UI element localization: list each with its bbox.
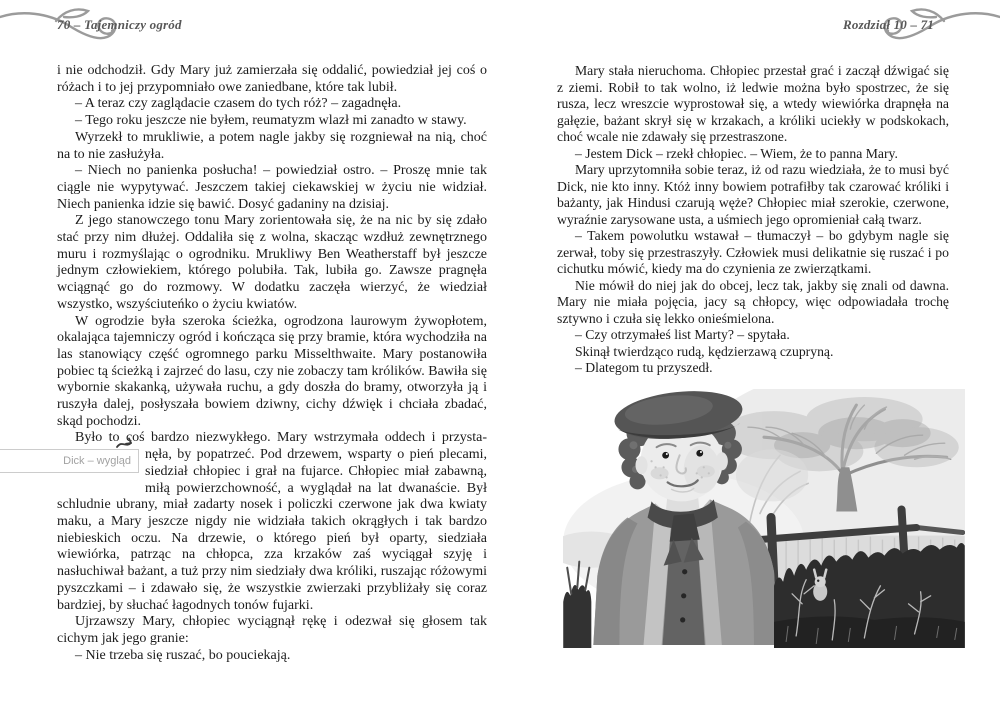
- paragraph: Skinął twierdząco rudą, kędzierzawą czupryną.: [575, 343, 834, 359]
- margin-note-arrow-icon: [116, 437, 138, 451]
- paragraph: Było to coś bardzo niezwykłego. Mary wstrzymała oddech i przysta-: [75, 430, 487, 446]
- left-page-paragraphs-bottom: [57, 614, 487, 664]
- right-page-column: [557, 63, 949, 377]
- paragraph: – Niech no panienka posłucha! – powiedział ostro. – Proszę mnie tak ciągle nie wypytywać. Jeszczem takiej ciekawskiej w życiu nie widział. Niech panienka idzie się bawić. Dosyć gadaniny na dzisiaj.: [57, 163, 487, 212]
- paragraph: Wyrzekł to mrukliwie, a potem nagle jakby się rozgniewał na nią, choć na to nie zasłużyła.: [57, 129, 487, 162]
- margin-note-anchor: [57, 447, 145, 497]
- paragraph: Mary stała nieruchoma. Chłopiec przestał grać i zaczął dźwigać się z ziemi. Robił to tak wolno, iż ledwie można było spostrzec, że się rusza, lecz wreszcie wyprostował się, a wtedy wiewiórka drapnęła na gałęzie, bażant skrył się w krzakach, a króliki uciekły w podskokach, choć wcale nie zdawały się przestraszone.: [557, 63, 949, 144]
- right-page-paragraphs: [557, 63, 949, 377]
- paragraph: Z jego stanowczego tonu Mary zorientowała się, że na nic by się zdało stać przy nim dłużej. Oddaliła się z wolna, skacząc wzdłuż zewnętrznego muru i rozmyślając o ogrodniku. Mrukliwy Ben Weatherstaff był jeszcze jednym człowiekiem, którego polubiła. Tak, lubiła go. Zawsze pragnęła wciągnąć go do rozmowy. W dodatku zaczęła wierzyć, że wiedział wszystko, wszyściuteńko o życiu kwiatów.: [57, 213, 487, 312]
- paragraph: – Jestem Dick – rzekł chłopiec. – Wiem, że to panna Mary.: [575, 145, 898, 161]
- paragraph-with-margin-note: [57, 447, 487, 614]
- paragraph: – Tego roku jeszcze nie byłem, reumatyzm wlazł mi zanadto w stawy.: [75, 113, 467, 129]
- paragraph: – Takem powolutku wstawał – tłumaczył – bo gdybym nagle się zerwał, toby się przestraszyły. Człowiek musi delikatnie się ruszać i po cichutku mówić, kiedy ma do czynienia ze zwierzątkami.: [557, 228, 949, 276]
- margin-note: [0, 449, 139, 473]
- left-page-paragraphs-top: [57, 63, 487, 447]
- paragraph: Nie mówił do niej jak do obcej, lecz tak, jakby się znali od dawna. Mary nie miała pojęcia, jacy są chłopcy, więc odpowiadała trochę sztywno i czuła się lekko onieśmielona.: [557, 277, 949, 326]
- paragraph: – Dlategom tu przyszedł.: [575, 360, 713, 375]
- margin-note-label: Dick – wygląd: [63, 455, 131, 468]
- dick-illustration: [563, 389, 965, 648]
- paragraph: Mary uprzytomniła sobie teraz, iż od razu wiedziała, że to musi być Dick, nie kto inny. Któż inny bowiem potrafiłby tak czarować króliki i bażanty, jak Hindusi czarują węże? Chłopiec miał szerokie, czerwone, wyraźnie zarysowane usta, a uśmiech jego opromieniał całą twarz.: [557, 162, 949, 227]
- paragraph: W ogrodzie była szeroka ścieżka, ogrodzona laurowym żywopłotem, okalająca tajemniczy ogród i kończąca się przy bramie, która wychodziła na las stanowiący część ogromnego parku Misselthwaite. Mary postanowiła pobiec tą ścieżką i zajrzeć do lasu, czy nie zobaczy tam królików. Bawiła się wybornie skakanką, używała ruchu, a gdy doszła do bramy, otworzyła ją i ruszyła dalej, posłyszała bowiem dziwny, cichy dźwięk i chciała zbadać, skąd pochodzi.: [57, 313, 487, 429]
- left-page-column: [57, 63, 487, 664]
- paragraph: Ujrzawszy Mary, chłopiec wyciągnął rękę i odezwał się głosem tak cichym jak jego granie:: [57, 614, 487, 646]
- paragraph: – Czy otrzymałeś list Marty? – spytała.: [575, 327, 790, 342]
- paragraph: – A teraz czy zaglądacie czasem do tych róż? – zagadnęła.: [75, 96, 402, 112]
- page-header-left: 70 – Tajemniczy ogród: [57, 17, 182, 32]
- paragraph-text: nęła, by popatrzeć. Pod drzewem, wsparty o pień plecami, siedział chłopiec i grał na fujarce. Chłopiec miał zabawną, miłą powierzchowność, a wyglądał na lat dwanaście. Był schludnie ubrany, miał zadarty nosek i policzki czerwone jak dwa kwiaty maku, a Mary jeszcze nigdy nie widziała takich okrągłych i tak bardzo niebieskich oczu. Na drzewie, o którego pień był oparty, siedziała wiewiórka, patrząc na chłopca, zza krzaków zaś wyciągał szyję i nasłuchiwał bażant, a tuż przy nim siedziały dwa króliki, ruszając różowymi pyszczkami – i zdawało się, że wszystkie zwierzaki przybliżały się coraz bardziej, by słuchać łagodnych tonów fujarki.: [57, 447, 487, 613]
- paragraph: i nie odchodził. Gdy Mary już zamierzała się oddalić, powiedział jej coś o różach i to jej przypomniało owe zaniedbane, które tak lubił.: [57, 63, 487, 95]
- paragraph: – Nie trzeba się ruszać, bo pouciekają.: [75, 647, 291, 663]
- page-header-right: Rozdział 10 – 71: [843, 17, 934, 32]
